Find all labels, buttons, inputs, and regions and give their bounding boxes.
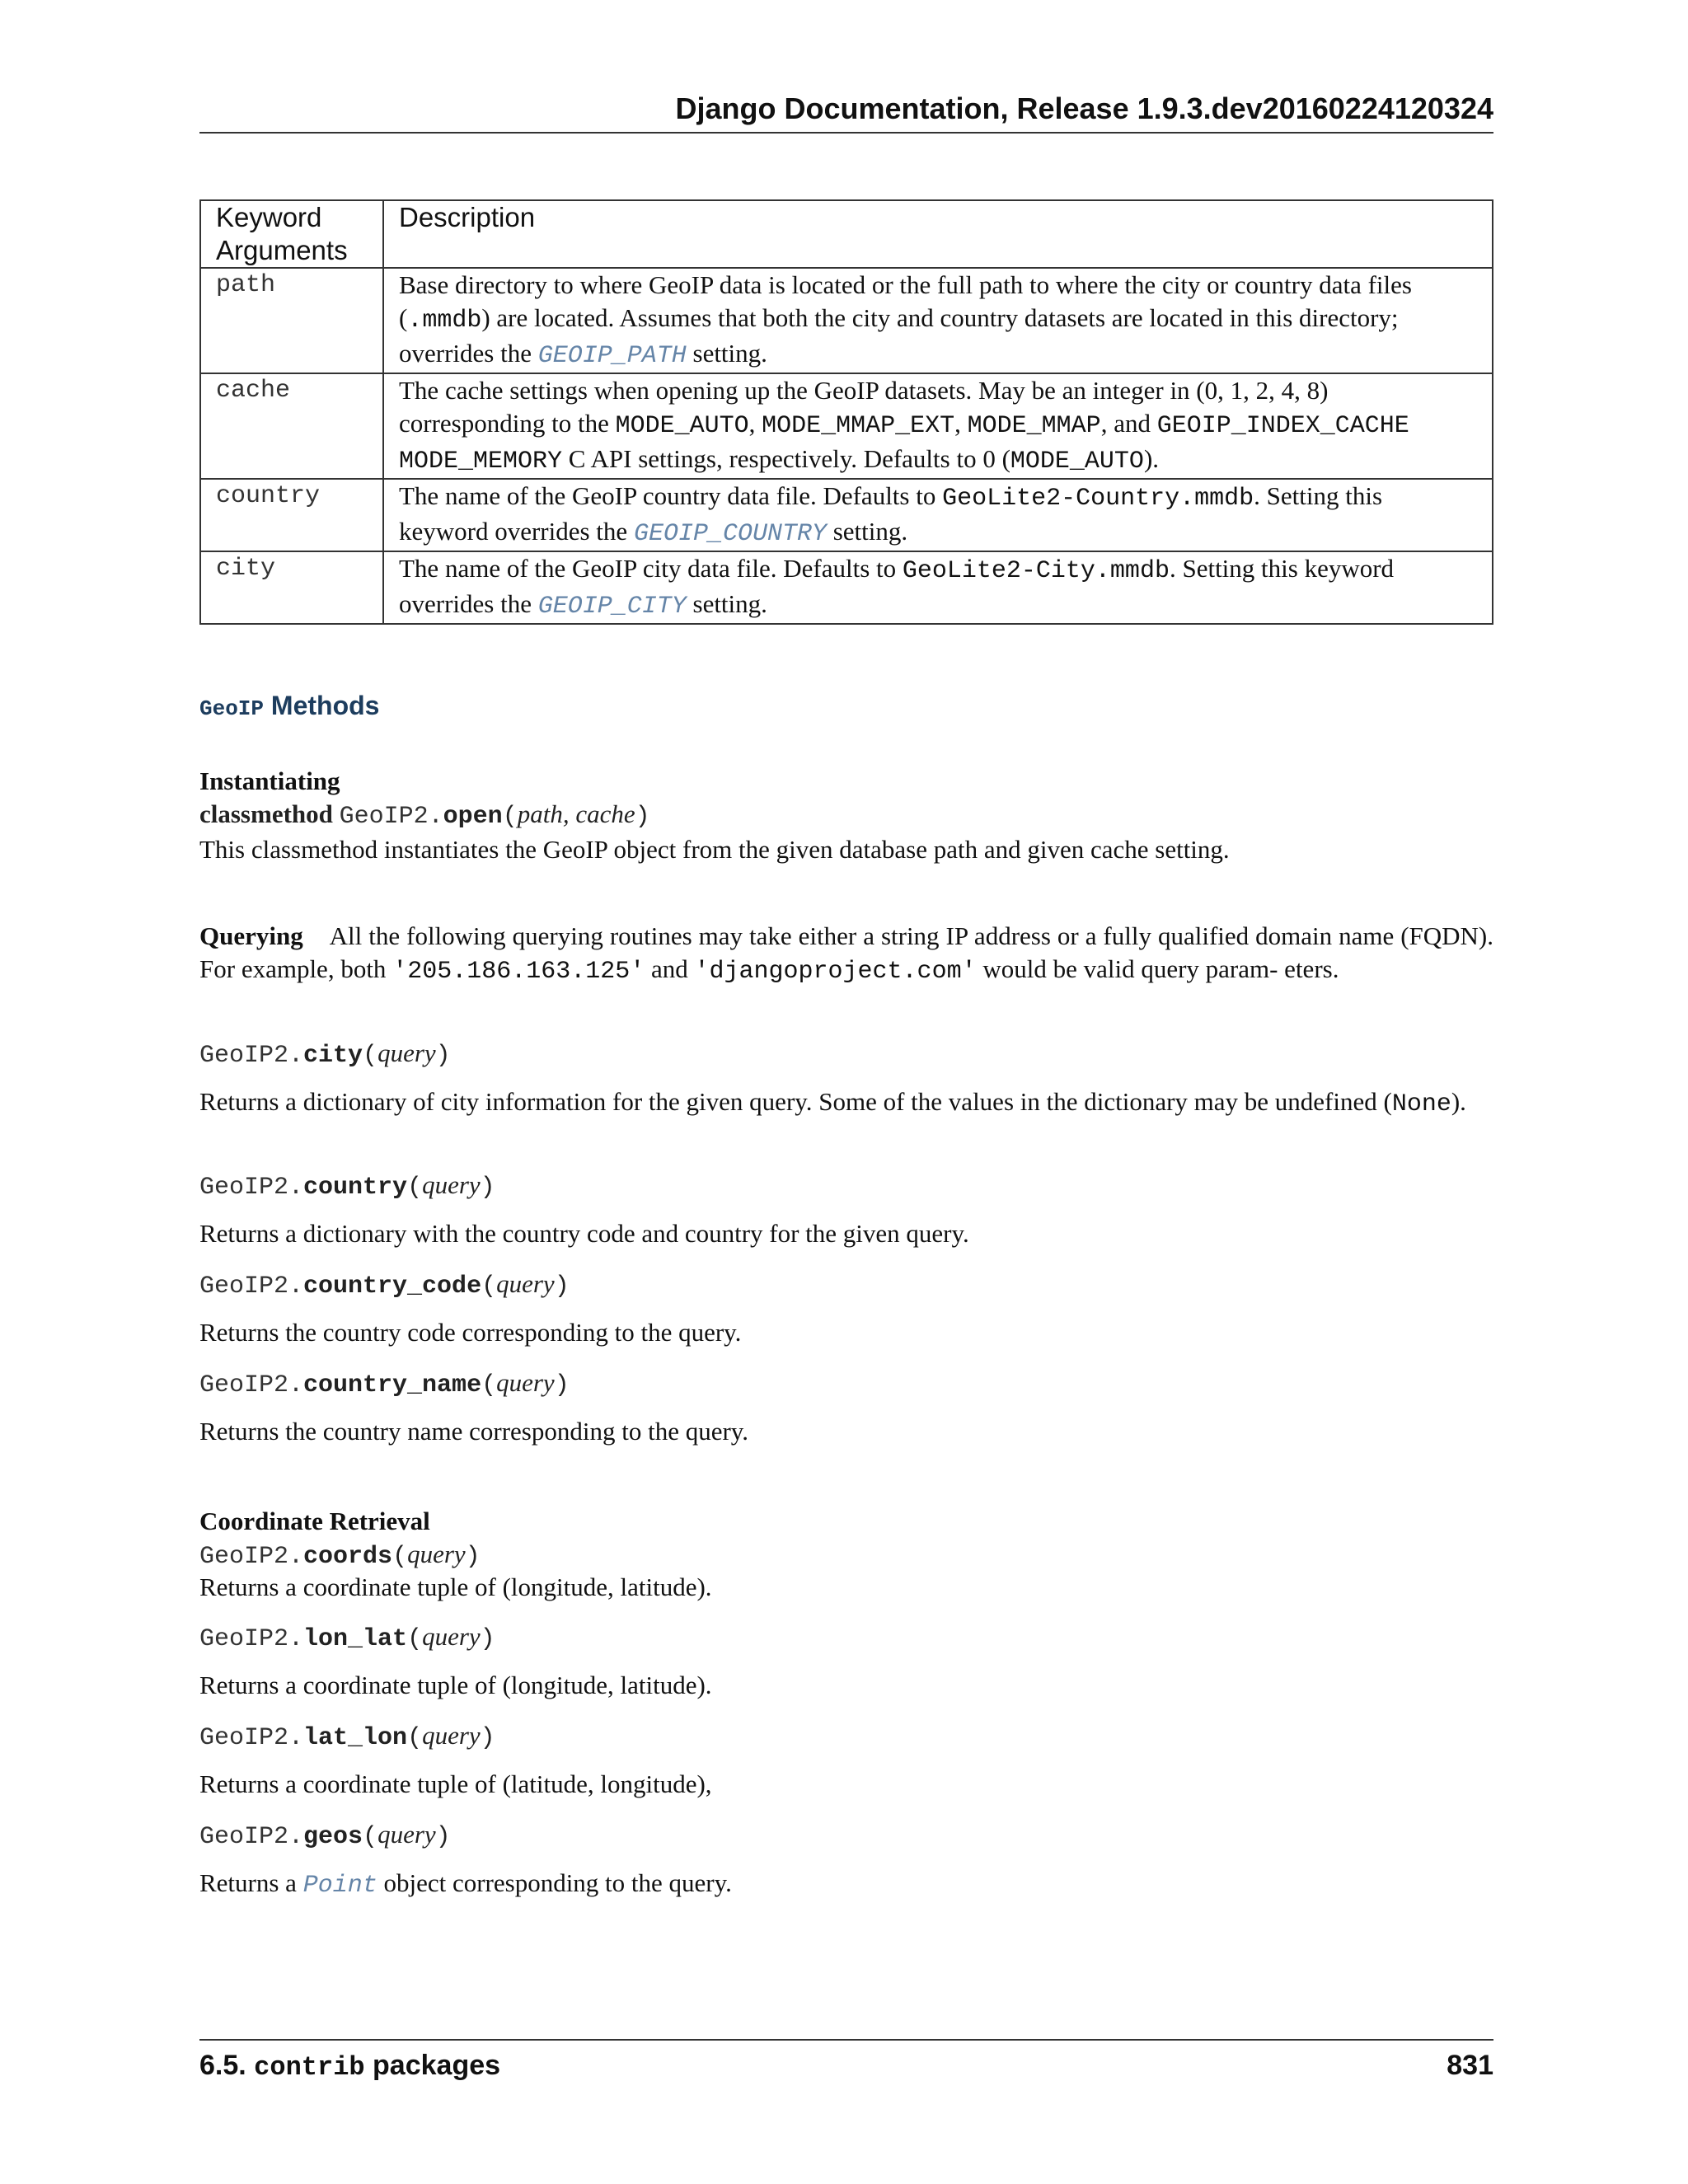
code: GeoLite2-Country.mmdb (942, 485, 1254, 513)
footer-code: contrib (254, 2052, 365, 2083)
coords-signature: GeoIP2.coords(query) (199, 1540, 481, 1571)
country-name-signature: GeoIP2.country_name(query) (199, 1368, 570, 1399)
instantiating-block (199, 765, 1493, 866)
section-heading (199, 689, 379, 725)
text: would be valid query param- eters. (976, 954, 1339, 983)
text: The cache settings when opening up the GeoIP datasets. May be an integer in (0, 1, 2, 4, 8) corresponding to the (399, 376, 1329, 438)
keyword-arguments-table (199, 199, 1493, 625)
signature-args: query (422, 1622, 481, 1651)
code: GEOIP_INDEX_CACHE (1156, 412, 1409, 440)
querying-paragraph (199, 920, 1493, 988)
signature-name: open (443, 803, 503, 831)
signature-class: GeoIP2. (199, 1543, 304, 1571)
code: MODE_MMAP (967, 412, 1101, 440)
signature-args: query (422, 1721, 481, 1750)
setting-link-geoip-path[interactable]: GEOIP_PATH (537, 342, 687, 370)
section-title: Methods (264, 691, 380, 720)
text: ). (1451, 1087, 1466, 1116)
signature-kind: classmethod (199, 799, 333, 828)
table-row (200, 479, 1493, 551)
signature-name: country_name (303, 1371, 482, 1399)
column-header-description: Description (383, 200, 1493, 268)
open-signature: classmethod GeoIP2.open(path, cache) (199, 799, 650, 831)
signature-args: query (407, 1540, 466, 1568)
code: 'djangoproject.com' (694, 958, 977, 986)
point-link[interactable]: Point (302, 1872, 377, 1900)
code: MODE_MEMORY (399, 448, 563, 476)
signature-args: query (422, 1170, 481, 1199)
text: setting. (826, 517, 908, 546)
signature-name: city (303, 1042, 363, 1070)
signature-args: query (496, 1269, 555, 1298)
text: The name of the GeoIP city data file. Defaults to (399, 554, 903, 583)
text: The name of the GeoIP country data file. Defaults to (399, 481, 943, 510)
column-header-keyword: Keyword Arguments (200, 200, 383, 268)
page-footer (199, 2039, 1493, 2087)
description-cell (383, 479, 1493, 551)
country-code-description: Returns the country code corresponding to the query. (199, 1318, 742, 1347)
keyword-cell: path (200, 268, 383, 373)
description-cell (383, 268, 1493, 373)
lon-lat-signature: GeoIP2.lon_lat(query) (199, 1622, 495, 1653)
geos-signature: GeoIP2.geos(query) (199, 1820, 451, 1851)
coordinate-retrieval-heading: Coordinate Retrieval (199, 1507, 430, 1535)
signature-class: GeoIP2. (339, 803, 443, 831)
text: Base directory to where GeoIP data is located or the full path to where the city or country data files ( (399, 270, 1412, 332)
text: , (748, 409, 762, 438)
footer-word: packages (364, 2050, 501, 2081)
country-code-signature: GeoIP2.country_code(query) (199, 1269, 570, 1301)
keyword-cell: cache (200, 373, 383, 479)
text: . Setting this keyword overrides the (399, 554, 1395, 618)
table-row (200, 268, 1493, 373)
text: Returns a (199, 1868, 303, 1897)
signature-class: GeoIP2. (199, 1625, 304, 1653)
code: .mmdb (407, 307, 482, 335)
signature-name: country_code (303, 1272, 482, 1301)
page-header (199, 92, 1493, 134)
code: MODE_AUTO (615, 412, 749, 440)
section-code: GeoIP (199, 696, 265, 721)
country-signature: GeoIP2.country(query) (199, 1170, 495, 1202)
code: '205.186.163.125' (392, 958, 645, 986)
text: Returns a dictionary of city information for the given query. Some of the values in the dictionary may be undefined ( (199, 1087, 1392, 1116)
text: and (645, 954, 695, 983)
page-number: 831 (1447, 2050, 1493, 2081)
code: MODE_AUTO (1010, 448, 1144, 476)
geos-description (199, 1867, 1493, 1902)
setting-link-geoip-country[interactable]: GEOIP_COUNTRY (633, 520, 827, 548)
instantiating-heading: Instantiating (199, 766, 340, 795)
coords-description: Returns a coordinate tuple of (longitude, latitude). (199, 1572, 712, 1601)
city-signature: GeoIP2.city(query) (199, 1038, 451, 1070)
text: object corresponding to the query. (377, 1868, 732, 1897)
table-row (200, 551, 1493, 624)
lon-lat-description: Returns a coordinate tuple of (longitude, latitude). (199, 1671, 712, 1699)
signature-args: query (496, 1368, 555, 1397)
keyword-cell: city (200, 551, 383, 624)
code: MODE_MMAP_EXT (762, 412, 955, 440)
code: None (1391, 1090, 1451, 1118)
text: . Setting this keyword overrides the (399, 481, 1383, 546)
signature-args: query (377, 1820, 436, 1849)
text: C API settings, respectively. Defaults to 0 ( (562, 444, 1010, 473)
signature-args: query (377, 1038, 436, 1067)
signature-name: lat_lon (303, 1724, 408, 1752)
signature-class: GeoIP2. (199, 1823, 304, 1851)
footer-section (199, 2049, 500, 2084)
signature-class: GeoIP2. (199, 1272, 304, 1301)
text: setting. (686, 339, 767, 368)
text: , and (1100, 409, 1157, 438)
signature-args: path, cache (517, 799, 635, 828)
table-row (200, 373, 1493, 479)
text: ). (1143, 444, 1160, 473)
footer-number: 6.5. (199, 2050, 255, 2081)
header-title: Django Documentation, Release 1.9.3.dev20160224120324 (675, 91, 1493, 125)
signature-class: GeoIP2. (199, 1042, 304, 1070)
table-header-row (200, 200, 1493, 268)
setting-link-geoip-city[interactable]: GEOIP_CITY (537, 593, 687, 621)
signature-name: geos (303, 1823, 363, 1851)
description-cell (383, 373, 1493, 479)
text: , (954, 409, 968, 438)
lat-lon-signature: GeoIP2.lat_lon(query) (199, 1721, 495, 1752)
text: setting. (686, 589, 767, 618)
signature-class: GeoIP2. (199, 1724, 304, 1752)
text: ) are located. Assumes that both the city and country datasets are located in this directory; overrides the (399, 303, 1399, 368)
signature-class: GeoIP2. (199, 1371, 304, 1399)
signature-name: lon_lat (303, 1625, 408, 1653)
querying-heading: Querying (199, 921, 303, 950)
signature-name: coords (303, 1543, 393, 1571)
keyword-cell: country (200, 479, 383, 551)
city-description (199, 1085, 1493, 1121)
country-description: Returns a dictionary with the country code and country for the given query. (199, 1219, 969, 1248)
text: All the following querying routines may take either a string IP address or a fully qualified domain name (FQDN). For example, both (199, 921, 1494, 983)
code: GeoLite2-City.mmdb (902, 557, 1170, 585)
open-description: This classmethod instantiates the GeoIP object from the given database path and given cache setting. (199, 835, 1230, 864)
lat-lon-description: Returns a coordinate tuple of (latitude, longitude), (199, 1769, 712, 1798)
description-cell (383, 551, 1493, 624)
signature-class: GeoIP2. (199, 1174, 304, 1202)
signature-name: country (303, 1174, 408, 1202)
country-name-description: Returns the country name corresponding to the query. (199, 1417, 749, 1446)
